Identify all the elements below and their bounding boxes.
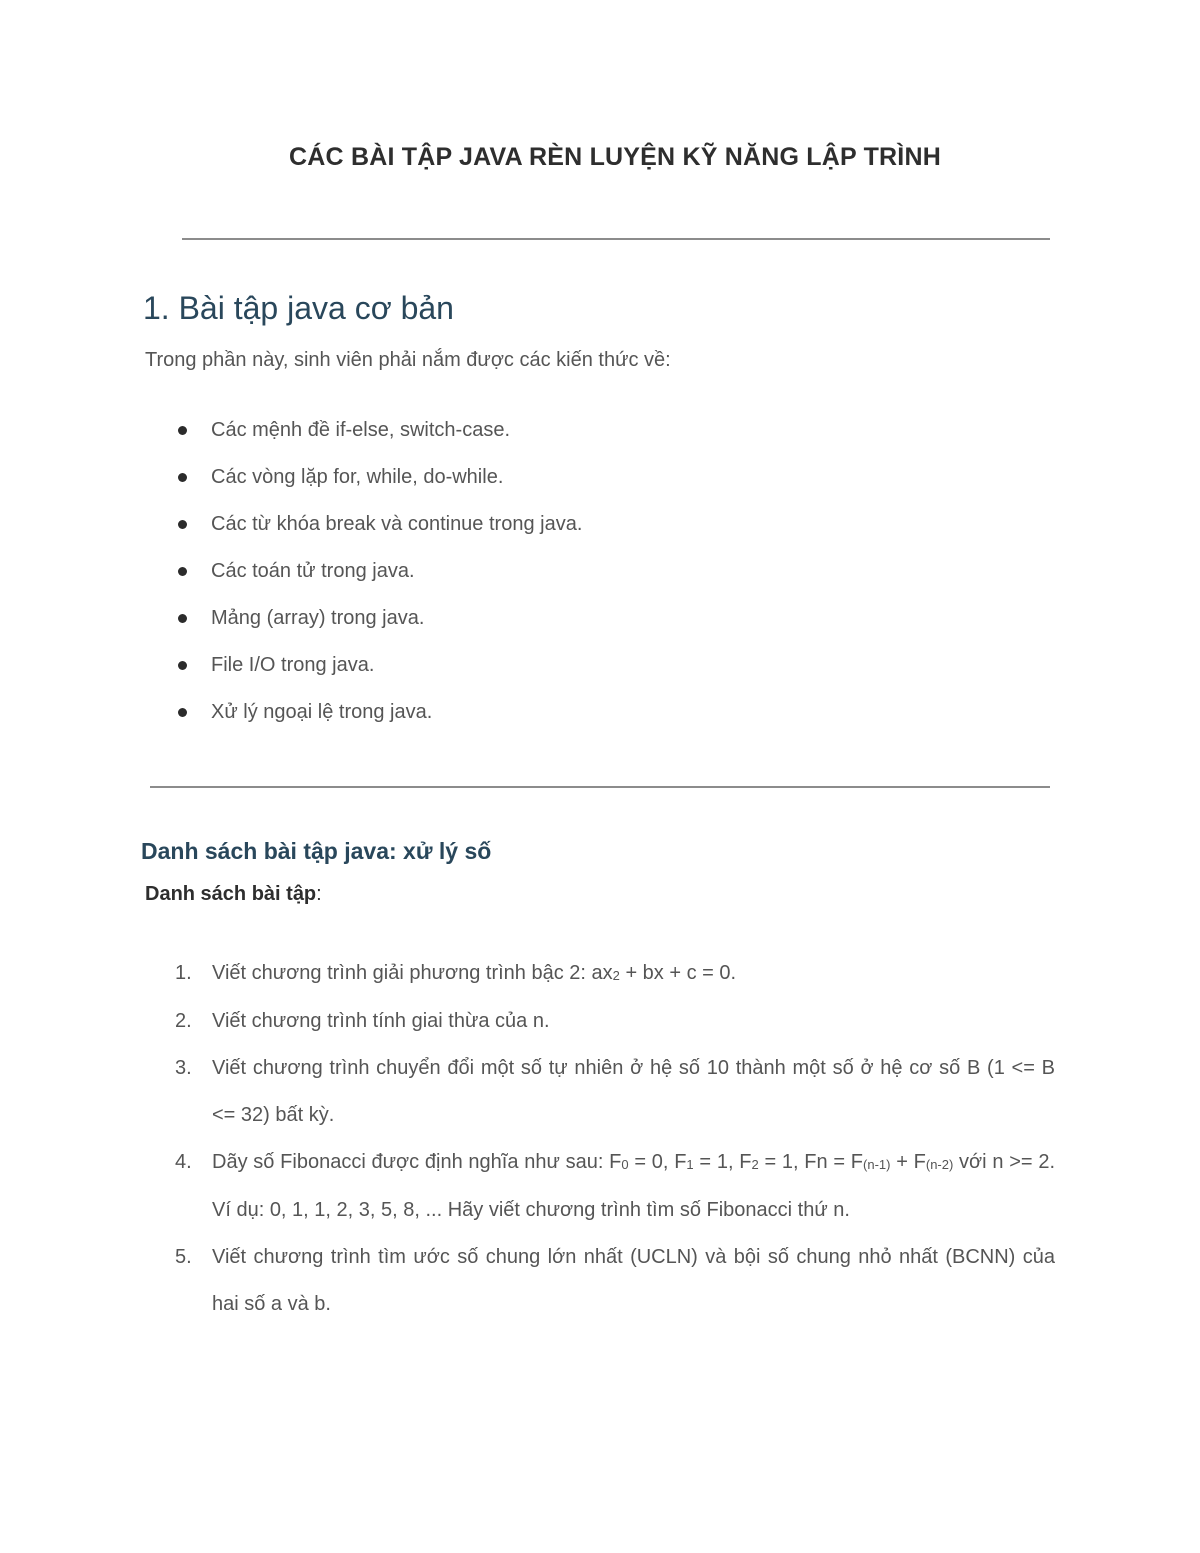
exercise-text: = 1, F xyxy=(693,1151,752,1173)
bullet-icon xyxy=(178,426,187,435)
exercise-number: 4. xyxy=(175,1151,192,1173)
exercise-text: + bx + c = 0. xyxy=(619,962,737,984)
exercise-text: Dãy số Fibonacci được định nghĩa như sau: F xyxy=(212,1151,622,1173)
exercise-text: Viết chương trình giải phương trình bậc 2: ax xyxy=(212,962,613,984)
list-item-text: Các vòng lặp for, while, do-while. xyxy=(211,466,504,488)
list-item-text: Xử lý ngoại lệ trong java. xyxy=(211,701,433,723)
list-item-text: File I/O trong java. xyxy=(211,654,375,676)
horizontal-divider xyxy=(150,786,1050,788)
exercise-list-label-bold: Danh sách bài tập xyxy=(145,883,317,905)
exercise-number: 2. xyxy=(175,1010,192,1032)
bullet-icon xyxy=(178,708,187,717)
bullet-icon xyxy=(178,567,187,576)
exercise-item xyxy=(175,950,1055,998)
page-title: CÁC BÀI TẬP JAVA RÈN LUYỆN KỸ NĂNG LẬP TRÌNH xyxy=(289,143,941,171)
exercise-number: 5. xyxy=(175,1246,192,1268)
exercise-list-label-suffix: : xyxy=(316,883,322,905)
list-item-text: Các toán tử trong java. xyxy=(211,560,415,582)
exercise-item xyxy=(175,1045,1055,1139)
exercise-item xyxy=(175,1139,1055,1234)
exercise-list xyxy=(175,950,1055,1328)
list-item-text: Các mệnh đề if-else, switch-case. xyxy=(211,419,511,441)
section-heading: 1. Bài tập java cơ bản xyxy=(143,290,454,326)
list-item xyxy=(178,461,582,508)
exercise-list-label xyxy=(145,883,322,906)
exercise-subscript: (n-1) xyxy=(863,1157,891,1172)
bullet-icon xyxy=(178,520,187,529)
exercise-text: + F xyxy=(890,1151,926,1173)
subsection-heading: Danh sách bài tập java: xử lý số xyxy=(141,838,492,864)
list-item-text: Mảng (array) trong java. xyxy=(211,607,425,629)
exercise-item xyxy=(175,998,1055,1045)
list-item xyxy=(178,696,582,743)
exercise-number: 1. xyxy=(175,962,192,984)
horizontal-divider xyxy=(182,238,1050,240)
bullet-list xyxy=(178,414,582,743)
exercise-subscript: 0 xyxy=(621,1157,629,1172)
exercise-number: 3. xyxy=(175,1057,192,1079)
list-item xyxy=(178,649,582,696)
bullet-icon xyxy=(178,614,187,623)
list-item-text: Các từ khóa break và continue trong java. xyxy=(211,513,583,535)
list-item xyxy=(178,414,582,461)
list-item xyxy=(178,508,582,555)
list-item xyxy=(178,555,582,602)
exercise-text: với n >= 2. Ví dụ: 0, 1, 1, 2, 3, 5, 8, ... Hãy viết chương trình tìm số Fibonacci thứ n. xyxy=(212,1151,1056,1221)
exercise-text: Viết chương trình tính giai thừa của n. xyxy=(212,1010,550,1032)
exercise-text: Viết chương trình tìm ước số chung lớn nhất (UCLN) và bội số chung nhỏ nhất (BCNN) của hai số a và b. xyxy=(212,1246,1055,1315)
bullet-icon xyxy=(178,661,187,670)
exercise-subscript: (n-2) xyxy=(925,1157,954,1172)
exercise-subscript: 2 xyxy=(751,1157,759,1172)
exercise-subscript: 1 xyxy=(686,1157,694,1172)
list-item xyxy=(178,602,582,649)
exercise-text: = 1, Fn = F xyxy=(758,1151,864,1173)
exercise-item xyxy=(175,1234,1055,1328)
exercise-subscript: 2 xyxy=(612,968,620,983)
exercise-text: = 0, F xyxy=(628,1151,687,1173)
exercise-text: Viết chương trình chuyển đổi một số tự nhiên ở hệ số 10 thành một số ở hệ cơ số B (1 <= B <= 32) bất kỳ. xyxy=(212,1057,1055,1126)
section-intro: Trong phần này, sinh viên phải nắm được các kiến thức về: xyxy=(145,349,671,371)
bullet-icon xyxy=(178,473,187,482)
